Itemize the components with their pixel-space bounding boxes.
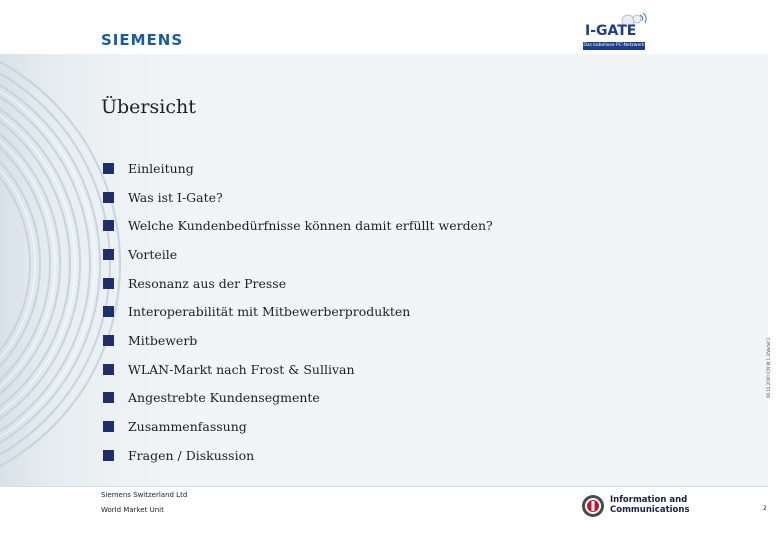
ic-division-line1: Information and [610, 495, 688, 505]
agenda-list [103, 154, 493, 470]
vertical-document-note: 06.10.2000 ICN W 1.2/Vorlef.1 [766, 337, 771, 398]
footer-divider [0, 486, 768, 487]
agenda-item-label: WLAN-Markt nach Frost & Sullivan [128, 361, 355, 377]
page-number: 2 [763, 505, 767, 512]
slide-title: Übersicht [101, 96, 196, 118]
agenda-item [103, 441, 493, 470]
agenda-item-label: Mitbewerb [128, 332, 198, 348]
square-bullet-icon [103, 192, 114, 203]
agenda-item-label: Vorteile [128, 246, 178, 262]
agenda-item-label: Zusammenfassung [128, 419, 247, 435]
agenda-item [103, 412, 493, 441]
square-bullet-icon [103, 335, 114, 346]
siemens-logo: SIEMENS [101, 31, 184, 49]
igate-tagline: Das kabellose PC-Netzwerk [583, 43, 645, 48]
agenda-item-label: Resonanz aus der Presse [128, 275, 287, 291]
square-bullet-icon [103, 249, 114, 260]
agenda-item-label: Welche Kundenbedürfnisse können damit erfüllt werden? [128, 218, 493, 234]
square-bullet-icon [103, 306, 114, 317]
agenda-item-label: Fragen / Diskussion [128, 447, 255, 463]
ic-division-logo-icon [581, 494, 605, 518]
igate-wordmark: I-GATE [585, 23, 637, 39]
square-bullet-icon [103, 220, 114, 231]
footer-unit: World Market Unit [101, 506, 164, 514]
agenda-item [103, 240, 493, 269]
agenda-item-label: Einleitung [128, 160, 194, 176]
agenda-item [103, 384, 493, 413]
square-bullet-icon [103, 278, 114, 289]
square-bullet-icon [103, 450, 114, 461]
square-bullet-icon [103, 163, 114, 174]
footer-company: Siemens Switzerland Ltd [101, 491, 188, 499]
agenda-item [103, 154, 493, 183]
agenda-item [103, 211, 493, 240]
agenda-item [103, 183, 493, 212]
square-bullet-icon [103, 364, 114, 375]
ic-division-line2: Communications [610, 505, 690, 515]
agenda-item-label: Interoperabilität mit Mitbewerberprodukten [128, 304, 411, 320]
square-bullet-icon [103, 392, 114, 403]
agenda-item [103, 269, 493, 298]
agenda-item [103, 326, 493, 355]
agenda-item-label: Was ist I-Gate? [128, 189, 223, 205]
square-bullet-icon [103, 421, 114, 432]
agenda-item [103, 297, 493, 326]
agenda-item-label: Angestrebte Kundensegmente [128, 390, 320, 406]
agenda-item [103, 355, 493, 384]
ic-division-name [610, 495, 690, 515]
